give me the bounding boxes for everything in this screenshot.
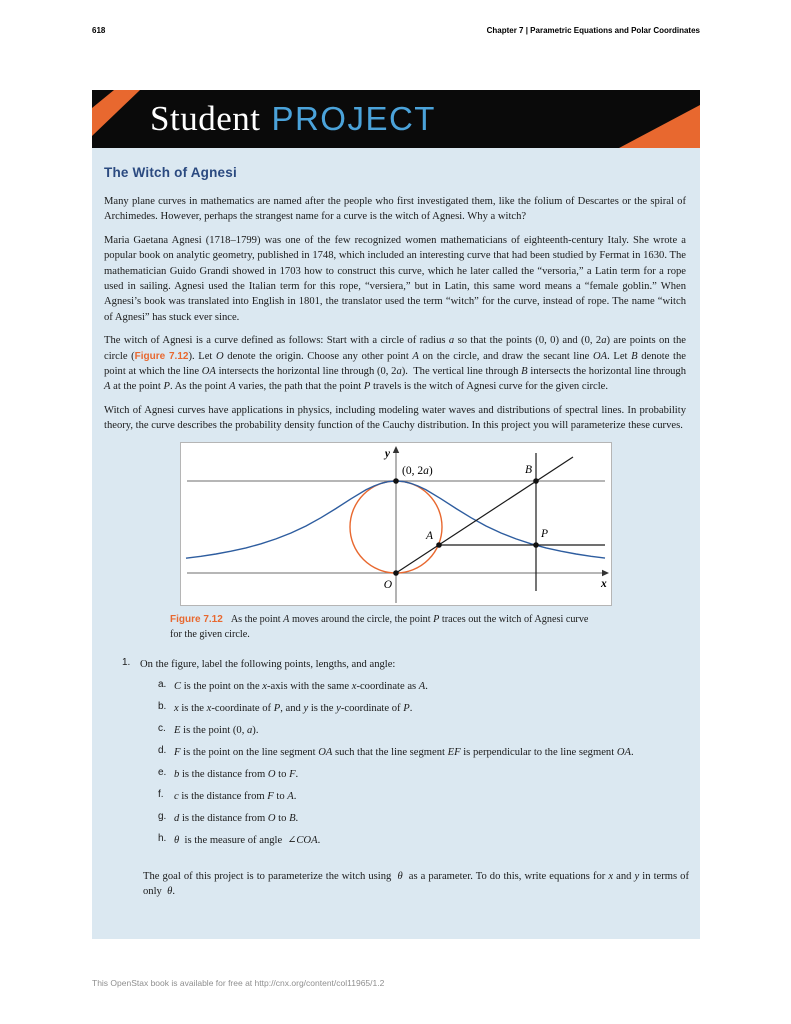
paragraph-intro: Many plane curves in mathematics are named after the people who first investigated them, like the folium of Descartes or the spiral of Archimedes. However, perhaps the strangest name for a curve is the witch of Agnesi. Why a witch? xyxy=(104,196,686,223)
sub-item-e xyxy=(158,767,686,782)
paragraph-applications: Witch of Agnesi curves have applications in physics, including modeling water waves and distributions of spectral lines. In probability theory, the curve describes the probability density function of the Cauchy distribution. In this project you will parameterize these curves. xyxy=(104,405,686,432)
item-1-text: On the figure, label the following points, lengths, and angle: xyxy=(140,658,396,670)
orange-triangle-decoration xyxy=(608,98,700,148)
sub-item-c-marker: c. xyxy=(158,723,166,735)
paragraph-definition: The witch of Agnesi is a curve defined as follows: Start with a circle of radius a so that the points (0, 0) and (0, 2a) are points on the circle (Figure 7.12). Let O denote the origin. Choose any other point A on the circle, and draw the secant line OA. Let B denote the point at which the line OA intersects the horizontal line through (0, 2a). The vertical line through B intersects the horizontal line through A at the point P. As the point A varies, the path that the point P travels is the witch of Agnesi curve for the given circle. xyxy=(104,335,687,393)
project-title: The Witch of Agnesi xyxy=(104,165,237,180)
sub-item-e-text: b is the distance from O to F. xyxy=(174,768,299,780)
student-project-banner xyxy=(92,90,700,148)
figure-caption-text: As the point A moves around the circle, the point P traces out the witch of Agnesi curve for the given circle. xyxy=(170,614,589,640)
sub-item-d xyxy=(158,745,686,760)
figure-7-12 xyxy=(180,442,612,606)
sub-item-g-marker: g. xyxy=(158,811,167,823)
item-1-marker: 1. xyxy=(122,657,131,669)
sub-item-f-text: c is the distance from F to A. xyxy=(174,790,297,802)
witch-of-agnesi-diagram xyxy=(181,443,611,605)
page-header xyxy=(92,26,700,35)
sub-item-g xyxy=(158,811,686,826)
exercise-item-1 xyxy=(122,657,686,672)
sub-item-b-marker: b. xyxy=(158,701,167,713)
x-axis-label: x xyxy=(601,578,607,591)
sub-item-h-marker: h. xyxy=(158,833,167,845)
point-P-dot xyxy=(533,542,539,548)
figure-ref-link[interactable]: Figure 7.12 xyxy=(134,350,189,362)
point-B-dot xyxy=(533,478,539,484)
sub-item-d-text: F is the point on the line segment OA such that the line segment EF is perpendicular to the line segment OA. xyxy=(174,746,634,758)
chapter-title: Chapter 7 | Parametric Equations and Polar Coordinates xyxy=(486,26,700,35)
banner-word-project: PROJECT xyxy=(271,100,436,137)
orange-stripe-decoration xyxy=(92,90,150,148)
label-point-P: P xyxy=(541,528,549,541)
banner-word-student: Student xyxy=(150,99,261,138)
figure-caption-label: Figure 7.12 xyxy=(170,614,223,626)
y-axis-label: y xyxy=(384,448,390,461)
sub-item-d-marker: d. xyxy=(158,745,167,757)
point-O-dot xyxy=(393,570,399,576)
point-0-2a-dot xyxy=(393,478,399,484)
y-axis-arrow xyxy=(393,446,399,453)
sub-item-c-text: E is the point (0, a). xyxy=(174,724,259,736)
sub-item-b xyxy=(158,701,686,716)
sub-item-g-text: d is the distance from O to B. xyxy=(174,812,299,824)
sub-item-h-text: θ is the measure of angle ∠COA. xyxy=(174,834,321,846)
x-axis-arrow xyxy=(602,570,609,576)
point-A-dot xyxy=(436,542,442,548)
page-number: 618 xyxy=(92,26,106,35)
project-goal: The goal of this project is to parameterize the witch using θ as a parameter. To do this, write equations for x and y in terms of only θ. xyxy=(143,870,690,898)
sub-item-f-marker: f. xyxy=(158,789,164,801)
sub-item-c xyxy=(158,723,686,738)
figure-caption xyxy=(170,613,594,643)
sub-item-a xyxy=(158,679,686,694)
label-point-O: O xyxy=(383,579,392,592)
label-point-0-2a: (0, 2a) xyxy=(402,465,433,478)
project-panel xyxy=(92,148,700,939)
sub-item-b-text: x is the x-coordinate of P, and y is the y-coordinate of P. xyxy=(174,702,413,714)
sub-item-h xyxy=(158,833,686,848)
sub-item-a-text: C is the point on the x-axis with the same x-coordinate as A. xyxy=(174,680,428,692)
label-point-A: A xyxy=(425,530,433,543)
sub-item-a-marker: a. xyxy=(158,679,167,691)
exercise-list xyxy=(104,657,686,848)
sub-item-f xyxy=(158,789,686,804)
openstax-footer: This OpenStax book is available for free at http://cnx.org/content/col11965/1.2 xyxy=(92,978,385,988)
sub-item-e-marker: e. xyxy=(158,767,167,779)
label-point-B: B xyxy=(524,464,532,477)
paragraph-history: Maria Gaetana Agnesi (1718–1799) was one of the few recognized women mathematicians of eighteenth-century Italy. She wrote a popular book on analytic geometry, published in 1748, which included an interesting curve that had been studied by Fermat in 1630. The mathematician Guido Grandi showed in 1703 how to construct this curve, which he later called the “versoria,” a Latin term for a rope used in sailing. Agnesi used the Italian term for this rope, “versiera,” but in Latin, this same word means a “female goblin.” When Agnesi’s book was translated into English in 1801, the translator used the term “witch” for the curve, instead of rope. The name “witch of Agnesi” has stuck ever since. xyxy=(104,235,686,323)
